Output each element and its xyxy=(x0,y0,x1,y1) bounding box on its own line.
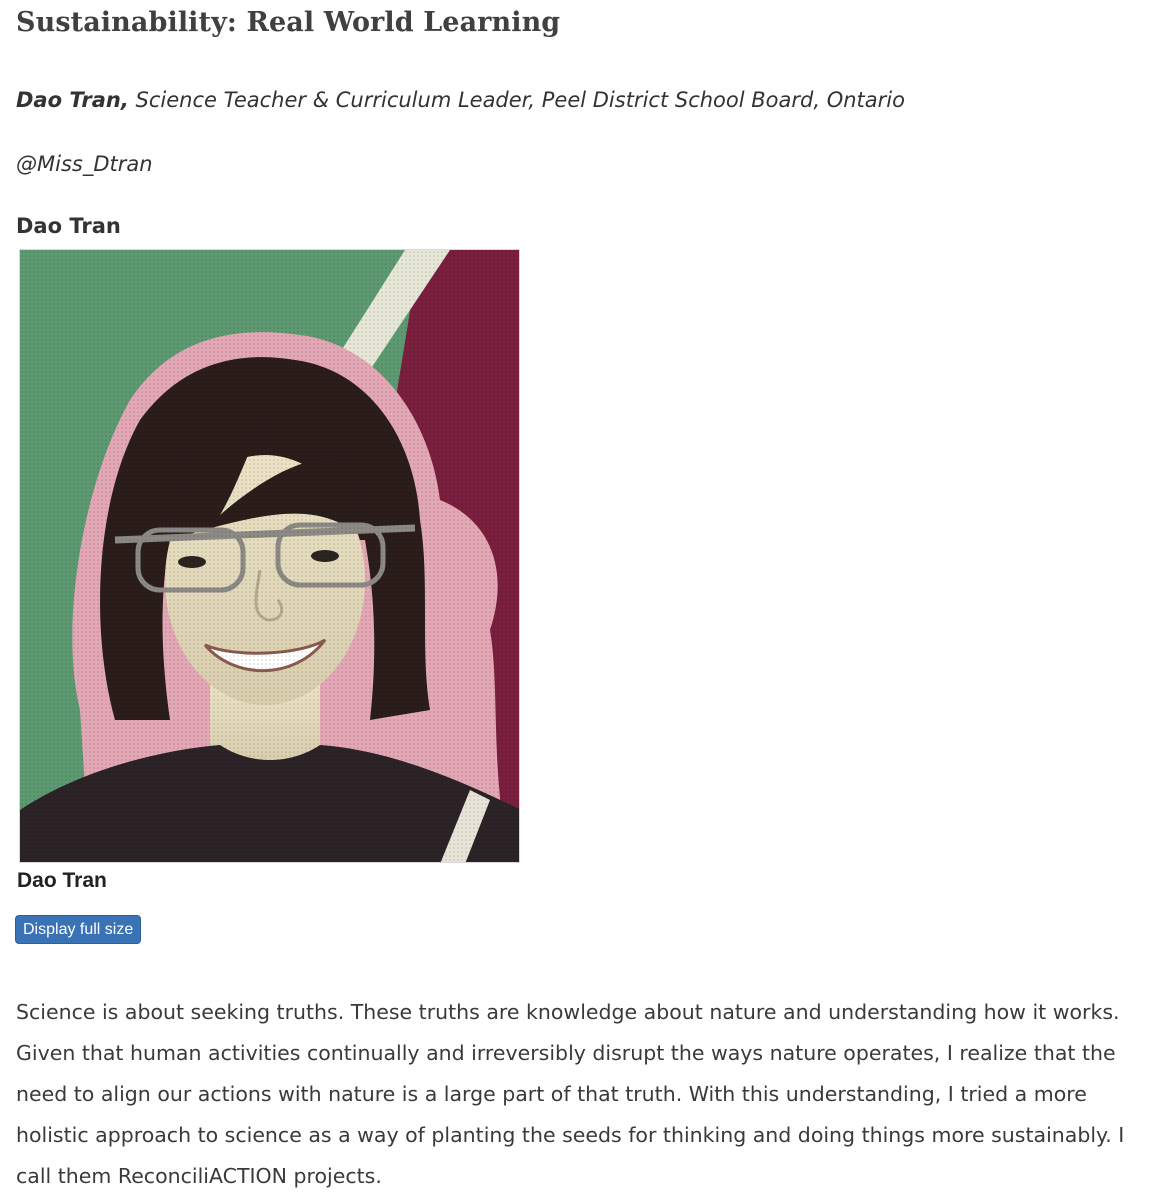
article xyxy=(16,0,1161,1188)
twitter-handle: @Miss_Dtran xyxy=(16,152,153,176)
byline xyxy=(16,85,1161,115)
byline-author: Dao Tran, xyxy=(16,88,129,112)
image-caption: Dao Tran xyxy=(17,869,107,892)
article-title: Sustainability: Real World Learning xyxy=(16,7,561,38)
body-paragraph: Science is about seeking truths. These truths are knowledge about nature and understanding how it works. Given that human activities continually and irreversibly disrupt the ways nature operates, I realize that the need to align our actions with nature is a large part of that truth. With this understanding, I tried a more holistic approach to science as a way of planting the seeds for thinking and doing things more sustainably. I call them ReconciliACTION projects. xyxy=(16,1000,1125,1188)
author-photo-illustration xyxy=(20,250,520,863)
author-photo[interactable] xyxy=(19,249,520,863)
byline-role: Science Teacher & Curriculum Leader, Peel District School Board, Ontario xyxy=(128,88,905,112)
image-heading: Dao Tran xyxy=(16,214,121,238)
display-full-size-button[interactable]: Display full size xyxy=(15,915,141,944)
